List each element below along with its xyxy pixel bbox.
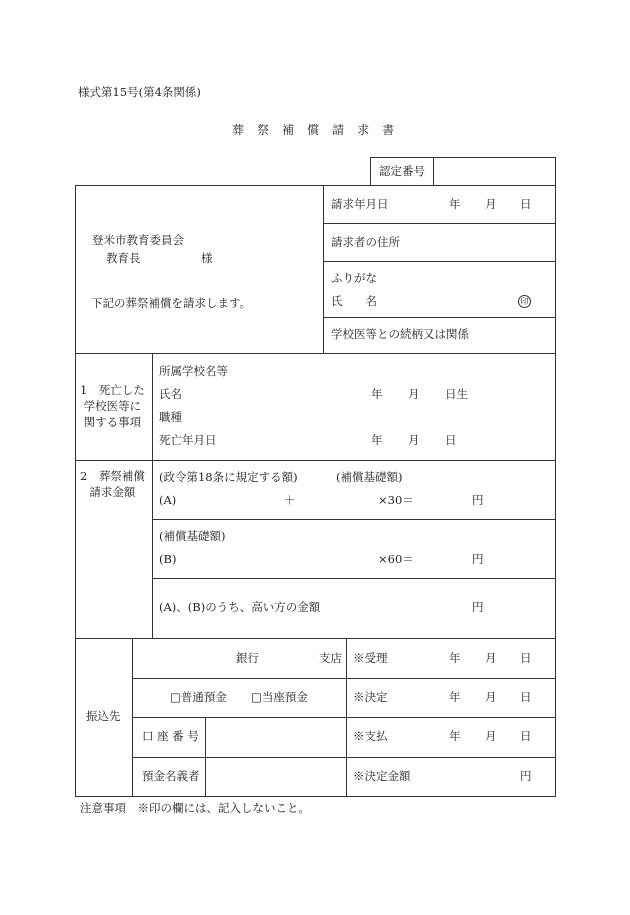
requester-address-label: 請求者の住所	[331, 235, 400, 249]
date-unit-year: 年	[449, 690, 461, 704]
date-unit-month: 月	[485, 729, 497, 743]
date-unit-year: 年	[449, 651, 461, 665]
higher-amount-label: (A)、(B)のうち、高い方の金額	[159, 600, 321, 614]
amount-a-description: (政令第18条に規定する額)	[159, 470, 298, 484]
account-number-label: 口 座 番 号	[142, 729, 199, 743]
job-type-label: 職種	[159, 410, 182, 424]
bank-unit: 銀行	[236, 651, 259, 665]
amount-b-description: (補償基礎額)	[159, 529, 226, 543]
form-title	[232, 124, 407, 137]
notes: 注意事項 ※印の欄には、記入しないこと。	[80, 801, 310, 815]
date-unit-day: 日	[520, 729, 532, 743]
addressee-honorific: 様	[201, 251, 213, 265]
claim-form-table	[75, 185, 556, 797]
decided-amount-label: ※決定金額	[353, 769, 411, 783]
birth-date-unit: 日生	[445, 387, 468, 401]
amount-a-base-label: (補償基礎額)	[336, 470, 403, 484]
furigana-label: ふりがな	[331, 271, 377, 285]
branch-unit: 支店	[319, 651, 342, 665]
times-30: ×30＝	[378, 493, 414, 507]
yen-unit: 円	[520, 769, 532, 783]
addressee-title: 教育長	[106, 251, 141, 265]
plus-sign: ＋	[284, 493, 296, 507]
date-unit-month: 月	[485, 690, 497, 704]
title-char: 求	[357, 123, 370, 137]
transfer-destination-label: 振込先	[86, 709, 121, 723]
decision-label: ※決定	[353, 690, 388, 704]
requester-name-label: 氏 名	[331, 294, 377, 308]
ordinary-deposit-checkbox[interactable]: □普通預金	[170, 690, 227, 704]
deceased-name-label: 氏名	[159, 387, 182, 401]
date-unit-year: 年	[371, 433, 383, 447]
date-unit-day: 日	[520, 690, 532, 704]
form-number: 様式第15号(第4条関係)	[78, 85, 201, 99]
section2-label: 2 葬祭補償 請求金額	[80, 469, 145, 499]
times-60: ×60＝	[378, 552, 414, 566]
yen-unit: 円	[472, 600, 484, 614]
date-unit-month: 月	[485, 651, 497, 665]
cert-number-field[interactable]	[434, 158, 555, 185]
request-date-label: 請求年月日	[331, 197, 389, 211]
section1-label: 1 死亡した 学校医等に 関する事項	[80, 383, 145, 429]
addressee-org: 登米市教育委員会	[92, 233, 184, 247]
seal-stamp: 印	[518, 295, 531, 308]
date-unit-month: 月	[408, 387, 420, 401]
account-holder-label: 預金名義者	[142, 769, 200, 783]
title-char: 葬	[232, 123, 245, 137]
title-char: 祭	[257, 123, 270, 137]
yen-unit: 円	[472, 552, 484, 566]
amount-b-label: (B)	[159, 552, 177, 566]
date-unit-month: 月	[485, 197, 497, 211]
date-unit-day: 日	[445, 433, 457, 447]
yen-unit: 円	[472, 493, 484, 507]
school-name-label: 所属学校名等	[159, 364, 228, 378]
death-date-label: 死亡年月日	[159, 433, 217, 447]
amount-a-label: (A)	[159, 493, 177, 507]
cert-number-label: 認定番号	[379, 164, 425, 178]
date-unit-month: 月	[408, 433, 420, 447]
date-unit-day: 日	[520, 651, 532, 665]
payment-label: ※支払	[353, 729, 388, 743]
title-char: 書	[382, 123, 395, 137]
title-char: 補	[282, 123, 295, 137]
relation-label: 学校医等との続柄又は関係	[331, 327, 469, 341]
current-deposit-checkbox[interactable]: □当座預金	[251, 690, 308, 704]
date-unit-day: 日	[520, 197, 532, 211]
date-unit-year: 年	[449, 197, 461, 211]
request-statement: 下記の葬祭補償を請求します。	[91, 296, 252, 310]
date-unit-year: 年	[449, 729, 461, 743]
receipt-label: ※受理	[353, 651, 388, 665]
title-char: 償	[307, 123, 320, 137]
date-unit-year: 年	[371, 387, 383, 401]
title-char: 請	[332, 123, 345, 137]
